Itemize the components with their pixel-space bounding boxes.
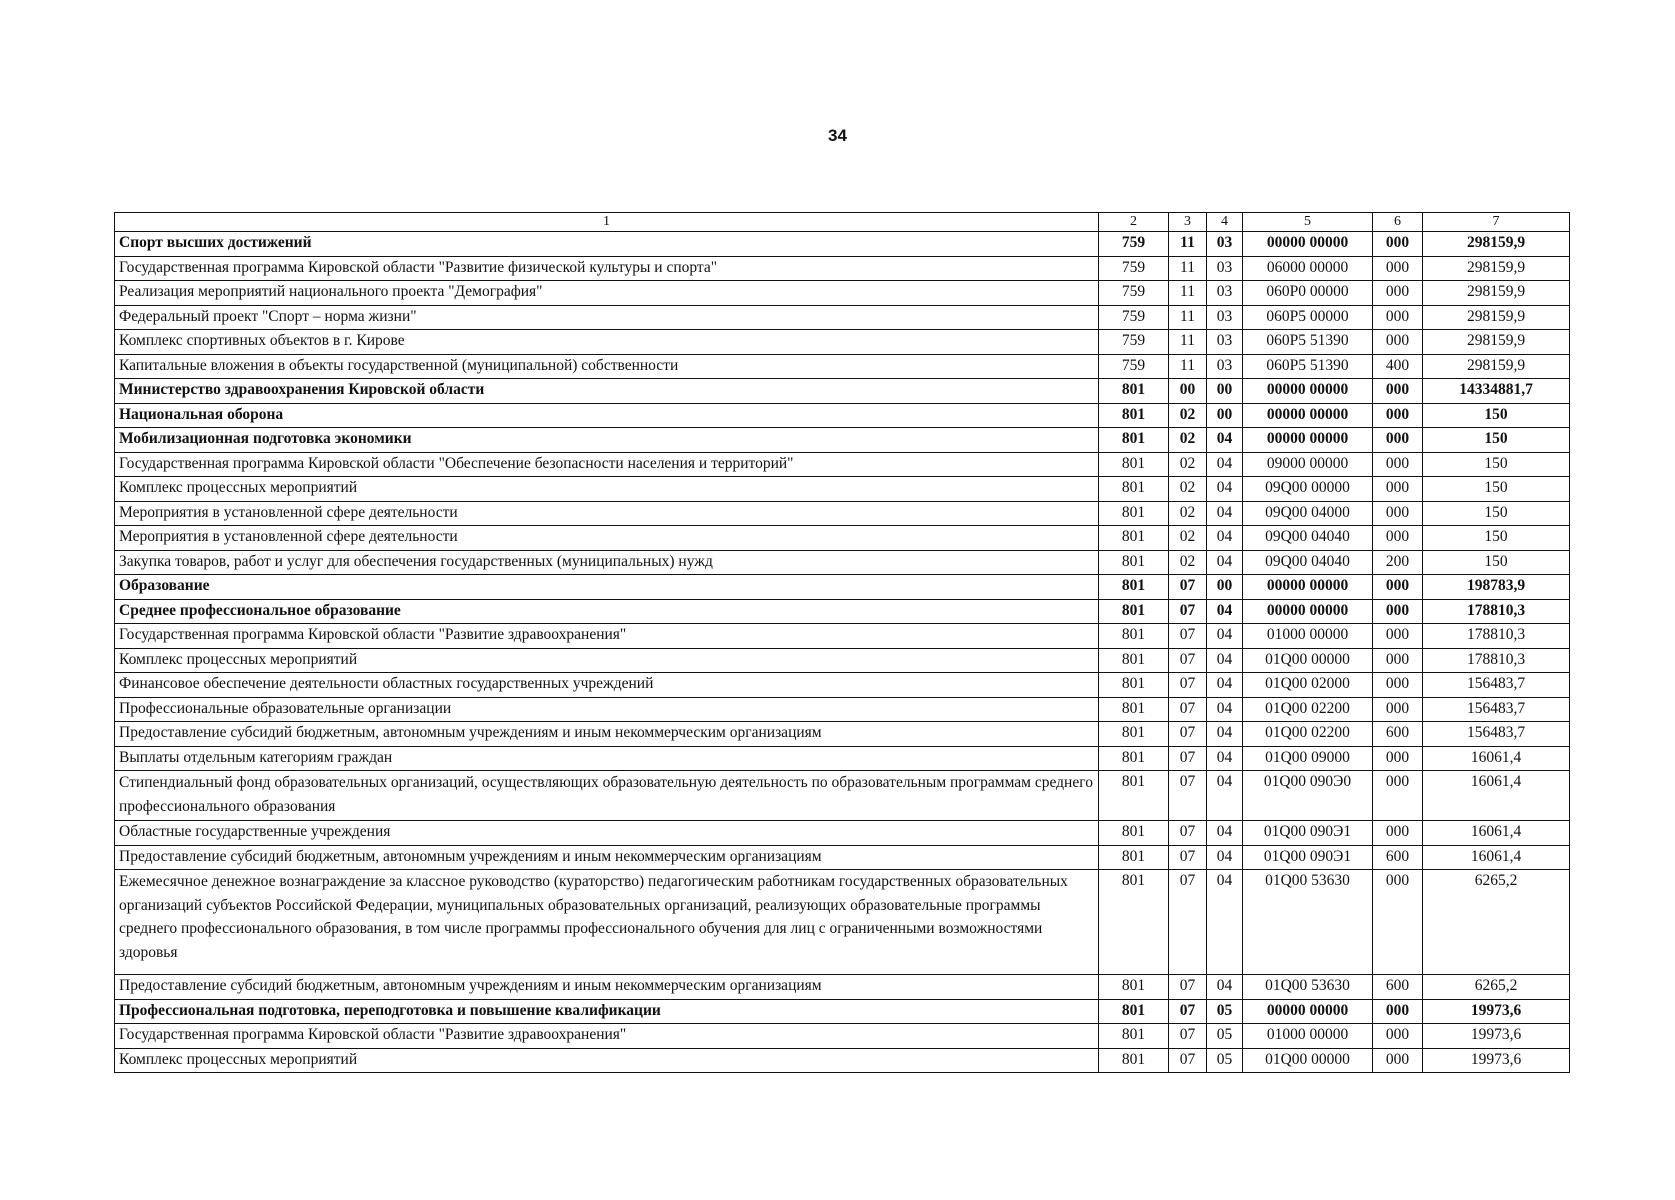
subsection-code-cell: 04 (1207, 428, 1243, 453)
ministry-code-cell: 801 (1099, 746, 1169, 771)
section-code-cell: 02 (1169, 501, 1207, 526)
subsection-code-cell: 04 (1207, 821, 1243, 846)
expense-type-cell: 000 (1373, 256, 1423, 281)
expense-type-cell: 200 (1373, 550, 1423, 575)
subsection-code-cell: 04 (1207, 648, 1243, 673)
section-code-cell: 07 (1169, 575, 1207, 600)
row-name-cell: Областные государственные учреждения (115, 821, 1099, 846)
section-code-cell: 07 (1169, 673, 1207, 698)
section-code-cell: 07 (1169, 1048, 1207, 1073)
row-name-cell: Ежемесячное денежное вознаграждение за классное руководство (кураторство) педагогическим работникам государственных образовательных организаций субъектов Российской Федерации, муниципальных образовательных организаций, реализующих образовательные программы среднего профессионального образования, в том числе программы профессионального обучения для лиц с ограниченными возможностями здоровья (115, 870, 1099, 975)
target-article-cell: 060P0 00000 (1243, 281, 1373, 306)
subsection-code-cell: 03 (1207, 305, 1243, 330)
table-row (115, 232, 1570, 257)
ministry-code-cell: 801 (1099, 575, 1169, 600)
target-article-cell: 060P5 00000 (1243, 305, 1373, 330)
budget-table (114, 212, 1570, 1073)
table-row (115, 1024, 1570, 1049)
row-name-cell: Министерство здравоохранения Кировской области (115, 379, 1099, 404)
target-article-cell: 01Q00 53630 (1243, 975, 1373, 1000)
row-name-cell: Мероприятия в установленной сфере деятельности (115, 526, 1099, 551)
row-name-cell: Реализация мероприятий национального проекта "Демография" (115, 281, 1099, 306)
amount-cell: 298159,9 (1423, 281, 1570, 306)
amount-cell: 19973,6 (1423, 999, 1570, 1024)
column-header: 1 (115, 213, 1099, 232)
section-code-cell: 07 (1169, 821, 1207, 846)
target-article-cell: 01Q00 00000 (1243, 648, 1373, 673)
subsection-code-cell: 05 (1207, 1048, 1243, 1073)
target-article-cell: 00000 00000 (1243, 575, 1373, 600)
table-row (115, 746, 1570, 771)
table-row (115, 428, 1570, 453)
row-name-cell: Профессиональные образовательные организации (115, 697, 1099, 722)
section-code-cell: 07 (1169, 1024, 1207, 1049)
row-name-cell: Предоставление субсидий бюджетным, автономным учреждениям и иным некоммерческим организациям (115, 722, 1099, 747)
ministry-code-cell: 759 (1099, 256, 1169, 281)
column-header: 7 (1423, 213, 1570, 232)
row-name-cell: Мобилизационная подготовка экономики (115, 428, 1099, 453)
target-article-cell: 01Q00 00000 (1243, 1048, 1373, 1073)
target-article-cell: 00000 00000 (1243, 428, 1373, 453)
ministry-code-cell: 801 (1099, 1048, 1169, 1073)
subsection-code-cell: 04 (1207, 550, 1243, 575)
subsection-code-cell: 04 (1207, 624, 1243, 649)
section-code-cell: 07 (1169, 845, 1207, 870)
ministry-code-cell: 801 (1099, 624, 1169, 649)
row-name-cell: Комплекс процессных мероприятий (115, 648, 1099, 673)
amount-cell: 298159,9 (1423, 330, 1570, 355)
table-row (115, 354, 1570, 379)
row-name-cell: Государственная программа Кировской области "Развитие физической культуры и спорта" (115, 256, 1099, 281)
amount-cell: 19973,6 (1423, 1024, 1570, 1049)
subsection-code-cell: 00 (1207, 379, 1243, 404)
subsection-code-cell: 00 (1207, 403, 1243, 428)
target-article-cell: 06000 00000 (1243, 256, 1373, 281)
row-name-cell: Комплекс спортивных объектов в г. Кирове (115, 330, 1099, 355)
expense-type-cell: 000 (1373, 870, 1423, 975)
amount-cell: 14334881,7 (1423, 379, 1570, 404)
amount-cell: 150 (1423, 428, 1570, 453)
expense-type-cell: 000 (1373, 821, 1423, 846)
expense-type-cell: 000 (1373, 403, 1423, 428)
expense-type-cell: 600 (1373, 722, 1423, 747)
expense-type-cell: 600 (1373, 845, 1423, 870)
expense-type-cell: 000 (1373, 281, 1423, 306)
expense-type-cell: 000 (1373, 452, 1423, 477)
expense-type-cell: 000 (1373, 330, 1423, 355)
amount-cell: 150 (1423, 403, 1570, 428)
target-article-cell: 01Q00 090Э0 (1243, 771, 1373, 821)
section-code-cell: 11 (1169, 256, 1207, 281)
amount-cell: 16061,4 (1423, 821, 1570, 846)
column-header: 5 (1243, 213, 1373, 232)
section-code-cell: 02 (1169, 477, 1207, 502)
target-article-cell: 01Q00 02000 (1243, 673, 1373, 698)
target-article-cell: 00000 00000 (1243, 999, 1373, 1024)
target-article-cell: 00000 00000 (1243, 599, 1373, 624)
amount-cell: 198783,9 (1423, 575, 1570, 600)
ministry-code-cell: 801 (1099, 403, 1169, 428)
expense-type-cell: 000 (1373, 624, 1423, 649)
subsection-code-cell: 05 (1207, 1024, 1243, 1049)
table-row (115, 999, 1570, 1024)
target-article-cell: 01Q00 090Э1 (1243, 845, 1373, 870)
target-article-cell: 01Q00 02200 (1243, 722, 1373, 747)
amount-cell: 156483,7 (1423, 673, 1570, 698)
page-number: 34 (828, 126, 847, 145)
table-row (115, 599, 1570, 624)
ministry-code-cell: 801 (1099, 845, 1169, 870)
expense-type-cell: 000 (1373, 1048, 1423, 1073)
subsection-code-cell: 00 (1207, 575, 1243, 600)
section-code-cell: 02 (1169, 550, 1207, 575)
expense-type-cell: 000 (1373, 697, 1423, 722)
row-name-cell: Комплекс процессных мероприятий (115, 477, 1099, 502)
target-article-cell: 01Q00 090Э1 (1243, 821, 1373, 846)
table-row (115, 403, 1570, 428)
subsection-code-cell: 04 (1207, 526, 1243, 551)
section-code-cell: 02 (1169, 428, 1207, 453)
subsection-code-cell: 03 (1207, 232, 1243, 257)
target-article-cell: 09Q00 04040 (1243, 526, 1373, 551)
ministry-code-cell: 801 (1099, 821, 1169, 846)
column-header: 4 (1207, 213, 1243, 232)
subsection-code-cell: 03 (1207, 256, 1243, 281)
expense-type-cell: 000 (1373, 305, 1423, 330)
ministry-code-cell: 801 (1099, 428, 1169, 453)
section-code-cell: 07 (1169, 722, 1207, 747)
amount-cell: 19973,6 (1423, 1048, 1570, 1073)
expense-type-cell: 000 (1373, 673, 1423, 698)
section-code-cell: 07 (1169, 648, 1207, 673)
ministry-code-cell: 801 (1099, 501, 1169, 526)
subsection-code-cell: 03 (1207, 281, 1243, 306)
table-row (115, 305, 1570, 330)
amount-cell: 6265,2 (1423, 975, 1570, 1000)
expense-type-cell: 000 (1373, 232, 1423, 257)
section-code-cell: 02 (1169, 526, 1207, 551)
subsection-code-cell: 04 (1207, 599, 1243, 624)
row-name-cell: Государственная программа Кировской области "Обеспечение безопасности населения и территорий" (115, 452, 1099, 477)
expense-type-cell: 000 (1373, 771, 1423, 821)
table-row (115, 526, 1570, 551)
ministry-code-cell: 801 (1099, 975, 1169, 1000)
amount-cell: 298159,9 (1423, 305, 1570, 330)
row-name-cell: Финансовое обеспечение деятельности областных государственных учреждений (115, 673, 1099, 698)
row-name-cell: Закупка товаров, работ и услуг для обеспечения государственных (муниципальных) нужд (115, 550, 1099, 575)
section-code-cell: 00 (1169, 379, 1207, 404)
target-article-cell: 01Q00 02200 (1243, 697, 1373, 722)
table-row (115, 648, 1570, 673)
target-article-cell: 09000 00000 (1243, 452, 1373, 477)
amount-cell: 6265,2 (1423, 870, 1570, 975)
target-article-cell: 01000 00000 (1243, 1024, 1373, 1049)
expense-type-cell: 000 (1373, 575, 1423, 600)
row-name-cell: Государственная программа Кировской области "Развитие здравоохранения" (115, 1024, 1099, 1049)
row-name-cell: Национальная оборона (115, 403, 1099, 428)
amount-cell: 178810,3 (1423, 624, 1570, 649)
ministry-code-cell: 759 (1099, 232, 1169, 257)
expense-type-cell: 000 (1373, 599, 1423, 624)
expense-type-cell: 000 (1373, 477, 1423, 502)
row-name-cell: Спорт высших достижений (115, 232, 1099, 257)
expense-type-cell: 000 (1373, 526, 1423, 551)
amount-cell: 16061,4 (1423, 746, 1570, 771)
section-code-cell: 11 (1169, 281, 1207, 306)
expense-type-cell: 400 (1373, 354, 1423, 379)
expense-type-cell: 000 (1373, 428, 1423, 453)
section-code-cell: 07 (1169, 746, 1207, 771)
expense-type-cell: 000 (1373, 379, 1423, 404)
row-name-cell: Мероприятия в установленной сфере деятельности (115, 501, 1099, 526)
target-article-cell: 00000 00000 (1243, 232, 1373, 257)
amount-cell: 150 (1423, 550, 1570, 575)
table-row (115, 452, 1570, 477)
column-header: 3 (1169, 213, 1207, 232)
expense-type-cell: 000 (1373, 999, 1423, 1024)
row-name-cell: Предоставление субсидий бюджетным, автономным учреждениям и иным некоммерческим организациям (115, 845, 1099, 870)
ministry-code-cell: 801 (1099, 648, 1169, 673)
table-row (115, 330, 1570, 355)
table-row (115, 870, 1570, 975)
section-code-cell: 07 (1169, 975, 1207, 1000)
section-code-cell: 11 (1169, 305, 1207, 330)
subsection-code-cell: 04 (1207, 975, 1243, 1000)
table-row (115, 379, 1570, 404)
target-article-cell: 01Q00 09000 (1243, 746, 1373, 771)
table-row (115, 722, 1570, 747)
subsection-code-cell: 04 (1207, 870, 1243, 975)
amount-cell: 16061,4 (1423, 771, 1570, 821)
target-article-cell: 09Q00 04040 (1243, 550, 1373, 575)
amount-cell: 150 (1423, 452, 1570, 477)
section-code-cell: 07 (1169, 697, 1207, 722)
ministry-code-cell: 801 (1099, 999, 1169, 1024)
subsection-code-cell: 04 (1207, 771, 1243, 821)
table-row (115, 256, 1570, 281)
amount-cell: 150 (1423, 501, 1570, 526)
target-article-cell: 01000 00000 (1243, 624, 1373, 649)
section-code-cell: 07 (1169, 599, 1207, 624)
table-header-row (115, 213, 1570, 232)
table-row (115, 575, 1570, 600)
ministry-code-cell: 801 (1099, 477, 1169, 502)
amount-cell: 150 (1423, 477, 1570, 502)
table-row (115, 624, 1570, 649)
table-row (115, 501, 1570, 526)
subsection-code-cell: 04 (1207, 452, 1243, 477)
table-body (115, 213, 1570, 1073)
row-name-cell: Стипендиальный фонд образовательных организаций, осуществляющих образовательную деятельность по образовательным программам среднего профессионального образования (115, 771, 1099, 821)
section-code-cell: 07 (1169, 771, 1207, 821)
target-article-cell: 01Q00 53630 (1243, 870, 1373, 975)
amount-cell: 298159,9 (1423, 354, 1570, 379)
table-row (115, 477, 1570, 502)
subsection-code-cell: 04 (1207, 501, 1243, 526)
section-code-cell: 02 (1169, 403, 1207, 428)
amount-cell: 178810,3 (1423, 599, 1570, 624)
ministry-code-cell: 759 (1099, 281, 1169, 306)
ministry-code-cell: 801 (1099, 452, 1169, 477)
section-code-cell: 11 (1169, 354, 1207, 379)
expense-type-cell: 000 (1373, 1024, 1423, 1049)
ministry-code-cell: 801 (1099, 722, 1169, 747)
section-code-cell: 07 (1169, 999, 1207, 1024)
ministry-code-cell: 801 (1099, 550, 1169, 575)
ministry-code-cell: 801 (1099, 673, 1169, 698)
row-name-cell: Образование (115, 575, 1099, 600)
amount-cell: 156483,7 (1423, 722, 1570, 747)
subsection-code-cell: 04 (1207, 722, 1243, 747)
table-row (115, 845, 1570, 870)
subsection-code-cell: 03 (1207, 354, 1243, 379)
section-code-cell: 11 (1169, 232, 1207, 257)
row-name-cell: Выплаты отдельным категориям граждан (115, 746, 1099, 771)
amount-cell: 298159,9 (1423, 232, 1570, 257)
column-header: 2 (1099, 213, 1169, 232)
section-code-cell: 11 (1169, 330, 1207, 355)
table-row (115, 697, 1570, 722)
table-row (115, 550, 1570, 575)
ministry-code-cell: 801 (1099, 771, 1169, 821)
table-row (115, 771, 1570, 821)
table-row (115, 975, 1570, 1000)
table-row (115, 821, 1570, 846)
subsection-code-cell: 04 (1207, 697, 1243, 722)
target-article-cell: 060P5 51390 (1243, 354, 1373, 379)
expense-type-cell: 000 (1373, 648, 1423, 673)
section-code-cell: 07 (1169, 870, 1207, 975)
ministry-code-cell: 801 (1099, 870, 1169, 975)
table-row (115, 673, 1570, 698)
ministry-code-cell: 801 (1099, 526, 1169, 551)
expense-type-cell: 000 (1373, 501, 1423, 526)
subsection-code-cell: 04 (1207, 673, 1243, 698)
ministry-code-cell: 759 (1099, 354, 1169, 379)
row-name-cell: Профессиональная подготовка, переподготовка и повышение квалификации (115, 999, 1099, 1024)
ministry-code-cell: 759 (1099, 330, 1169, 355)
section-code-cell: 02 (1169, 452, 1207, 477)
table-row (115, 281, 1570, 306)
expense-type-cell: 000 (1373, 746, 1423, 771)
ministry-code-cell: 801 (1099, 599, 1169, 624)
subsection-code-cell: 04 (1207, 845, 1243, 870)
section-code-cell: 07 (1169, 624, 1207, 649)
amount-cell: 156483,7 (1423, 697, 1570, 722)
row-name-cell: Комплекс процессных мероприятий (115, 1048, 1099, 1073)
ministry-code-cell: 759 (1099, 305, 1169, 330)
row-name-cell: Среднее профессиональное образование (115, 599, 1099, 624)
subsection-code-cell: 04 (1207, 477, 1243, 502)
amount-cell: 16061,4 (1423, 845, 1570, 870)
row-name-cell: Государственная программа Кировской области "Развитие здравоохранения" (115, 624, 1099, 649)
amount-cell: 150 (1423, 526, 1570, 551)
subsection-code-cell: 03 (1207, 330, 1243, 355)
row-name-cell: Предоставление субсидий бюджетным, автономным учреждениям и иным некоммерческим организациям (115, 975, 1099, 1000)
expense-type-cell: 600 (1373, 975, 1423, 1000)
ministry-code-cell: 801 (1099, 379, 1169, 404)
column-header: 6 (1373, 213, 1423, 232)
target-article-cell: 060P5 51390 (1243, 330, 1373, 355)
table-row (115, 1048, 1570, 1073)
target-article-cell: 09Q00 04000 (1243, 501, 1373, 526)
amount-cell: 298159,9 (1423, 256, 1570, 281)
row-name-cell: Капитальные вложения в объекты государственной (муниципальной) собственности (115, 354, 1099, 379)
amount-cell: 178810,3 (1423, 648, 1570, 673)
ministry-code-cell: 801 (1099, 1024, 1169, 1049)
ministry-code-cell: 801 (1099, 697, 1169, 722)
target-article-cell: 00000 00000 (1243, 379, 1373, 404)
target-article-cell: 09Q00 00000 (1243, 477, 1373, 502)
subsection-code-cell: 04 (1207, 746, 1243, 771)
subsection-code-cell: 05 (1207, 999, 1243, 1024)
row-name-cell: Федеральный проект "Спорт – норма жизни" (115, 305, 1099, 330)
target-article-cell: 00000 00000 (1243, 403, 1373, 428)
